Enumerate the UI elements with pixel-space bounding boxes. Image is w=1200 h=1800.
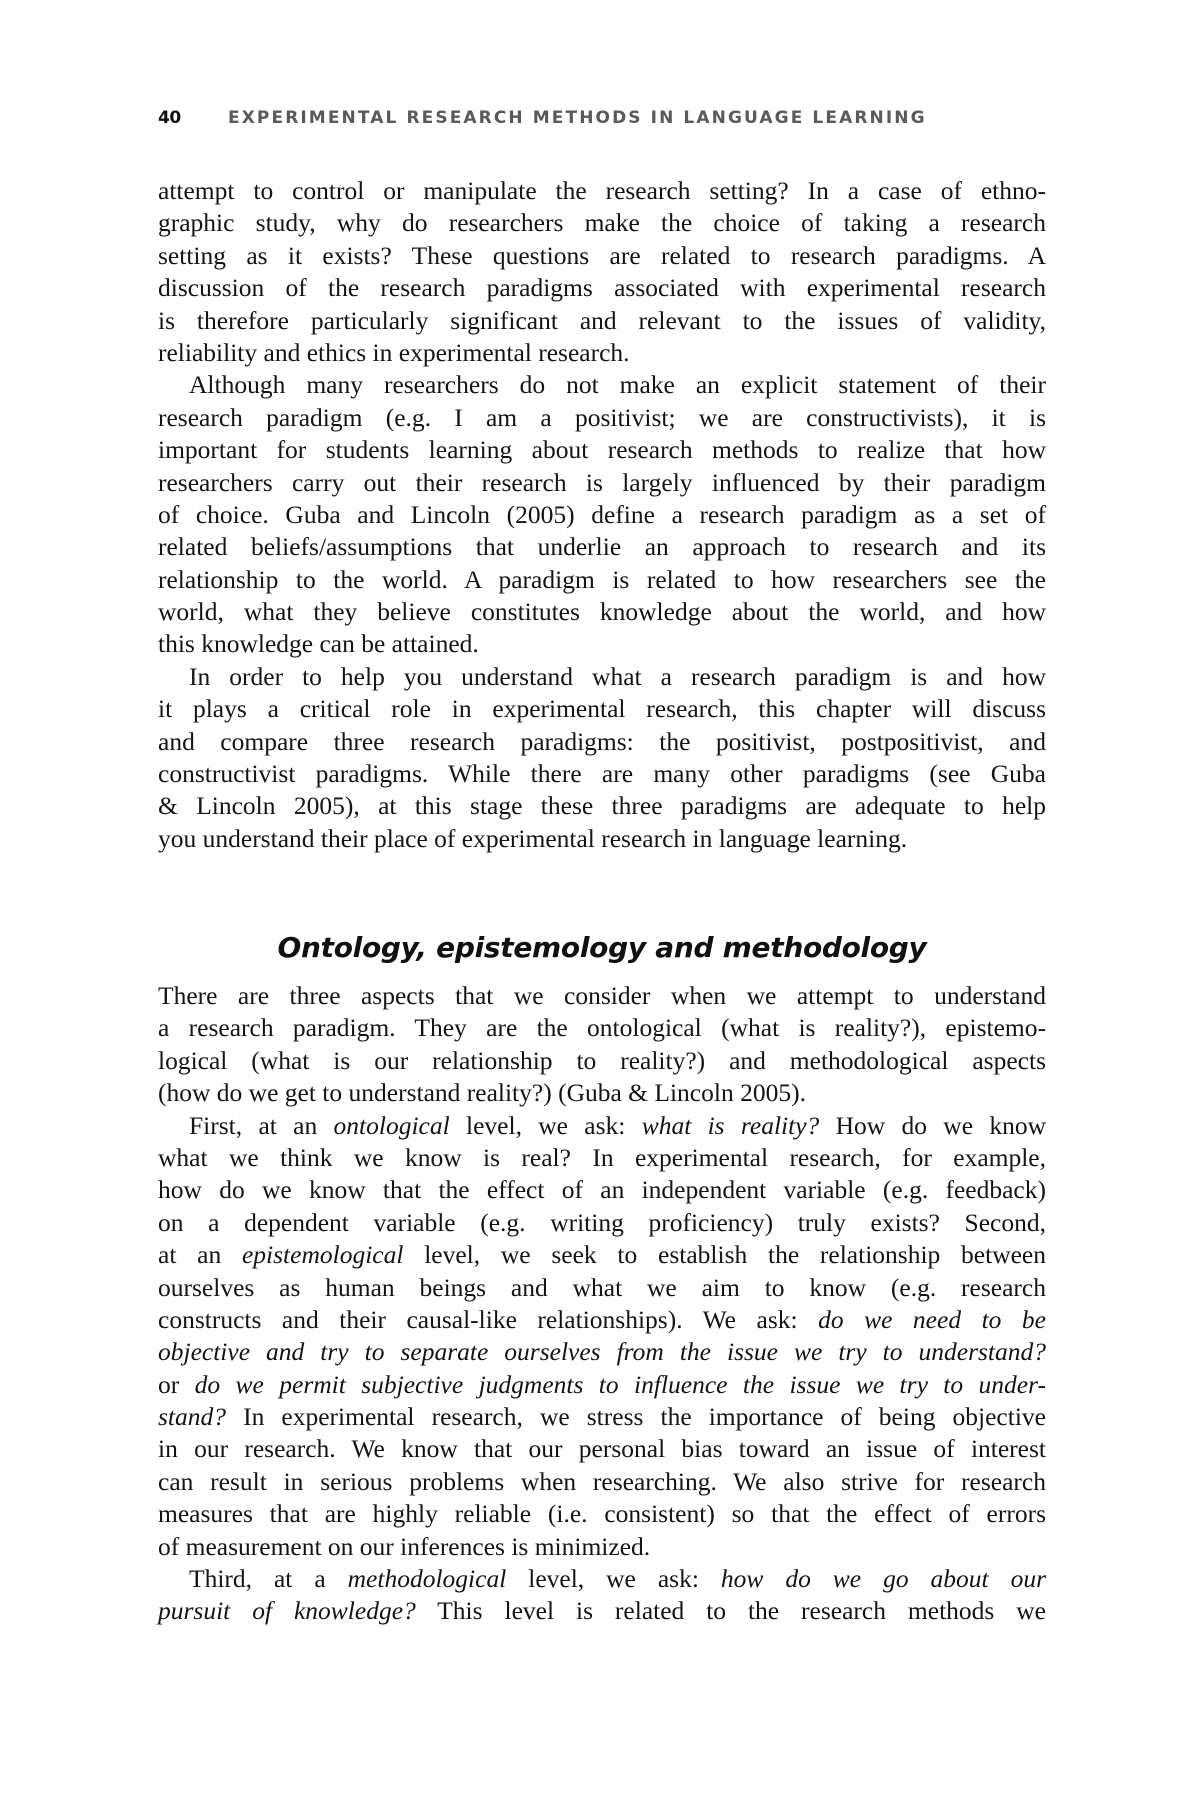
text-line: [158, 1045, 1046, 1077]
text-run: of choice. Guba and Lincoln (2005) define a research paradigm as a set of: [158, 499, 1046, 529]
text-run: how do we know that the effect of an independent variable (e.g. feedback): [158, 1175, 1046, 1205]
text-line: [158, 1239, 1046, 1271]
text-line: [158, 661, 1046, 693]
text-run: world, what they believe constitutes knowledge about the world, and how: [158, 597, 1046, 627]
italic-emphasis: ontological: [333, 1110, 450, 1140]
text-line: [158, 1012, 1046, 1044]
text-line: [158, 1207, 1046, 1239]
text-run: important for students learning about research methods to realize that how: [158, 435, 1046, 465]
text-line: [158, 175, 1046, 207]
page-number: 40: [158, 108, 181, 128]
paragraph: [158, 369, 1046, 661]
text-line: [158, 402, 1046, 434]
text-line: [158, 1531, 1046, 1563]
text-run: In order to help you understand what a research paradigm is and how: [189, 661, 1046, 691]
paragraph: [158, 175, 1046, 369]
text-run: of measurement on our inferences is minimized.: [158, 1531, 651, 1561]
text-line: [158, 596, 1046, 628]
text-line: [158, 369, 1046, 401]
text-line: [158, 758, 1046, 790]
running-title: EXPERIMENTAL RESEARCH METHODS IN LANGUAGE LEARNING: [228, 108, 927, 128]
italic-emphasis: what is reality?: [641, 1110, 820, 1140]
text-run: reliability and ethics in experimental research.: [158, 337, 630, 367]
section-heading: Ontology, epistemology and methodology: [277, 931, 927, 965]
text-run: research paradigm (e.g. I am a positivist; we are constructivists), it is: [158, 402, 1046, 432]
text-line: [158, 1110, 1046, 1142]
text-line: [158, 1466, 1046, 1498]
text-run: level, we ask:: [506, 1564, 721, 1594]
text-run: in our research. We know that our personal bias toward an issue of interest: [158, 1434, 1046, 1464]
body-text-before-heading: [158, 175, 1046, 855]
italic-emphasis: do we need to be: [818, 1304, 1046, 1334]
text-line: [158, 337, 1046, 369]
text-run: Although many researchers do not make an explicit statement of their: [189, 370, 1046, 400]
text-line: [158, 1077, 1046, 1109]
text-run: How do we know: [819, 1110, 1046, 1140]
paragraph: [158, 1110, 1046, 1563]
text-run: & Lincoln 2005), at this stage these three paradigms are adequate to help: [158, 791, 1046, 821]
text-run: setting as it exists? These questions are related to research paradigms. A: [158, 240, 1046, 270]
text-run: First, at an: [189, 1110, 334, 1140]
text-run: researchers carry out their research is largely influenced by their paradigm: [158, 467, 1046, 497]
text-line: [158, 1272, 1046, 1304]
text-run: logical (what is our relationship to reality?) and methodological aspects: [158, 1045, 1046, 1075]
text-line: [158, 272, 1046, 304]
text-run: can result in serious problems when researching. We also strive for research: [158, 1466, 1046, 1496]
text-run: constructs and their causal-like relationships). We ask:: [158, 1304, 819, 1334]
text-run: a research paradigm. They are the ontological (what is reality?), epistemo-: [158, 1013, 1046, 1043]
text-line: [158, 240, 1046, 272]
text-line: [158, 1563, 1046, 1595]
text-run: discussion of the research paradigms associated with experimental research: [158, 273, 1046, 303]
text-line: [158, 693, 1046, 725]
text-run: constructivist paradigms. While there are many other paradigms (see Guba: [158, 759, 1046, 789]
text-line: [158, 1304, 1046, 1336]
text-run: ourselves as human beings and what we aim to know (e.g. research: [158, 1272, 1046, 1302]
text-line: [158, 628, 1046, 660]
body-text-after-heading: [158, 980, 1046, 1628]
text-line: [158, 790, 1046, 822]
text-line: [158, 1174, 1046, 1206]
italic-emphasis: epistemological: [241, 1240, 404, 1270]
text-line: [158, 499, 1046, 531]
italic-emphasis: methodological: [347, 1564, 507, 1594]
text-run: this knowledge can be attained.: [158, 629, 479, 659]
text-line: [158, 1498, 1046, 1530]
paragraph: [158, 661, 1046, 855]
text-run: it plays a critical role in experimental research, this chapter will discuss: [158, 694, 1046, 724]
italic-emphasis: stand?: [158, 1402, 227, 1432]
italic-emphasis: how do we go about our: [720, 1564, 1047, 1594]
text-line: [158, 980, 1046, 1012]
text-run: related beliefs/assumptions that underlie an approach to research and its: [158, 532, 1046, 562]
italic-emphasis: do we permit subjective judgments to influence the issue we try to under-: [194, 1369, 1046, 1399]
text-run: what we think we know is real? In experimental research, for example,: [158, 1142, 1046, 1172]
paragraph: [158, 1563, 1046, 1628]
text-run: or: [158, 1369, 195, 1399]
text-line: [158, 823, 1046, 855]
text-run: you understand their place of experimental research in language learning.: [158, 823, 908, 853]
text-line: [158, 1433, 1046, 1465]
text-run: level, we ask:: [449, 1110, 642, 1140]
text-run: graphic study, why do researchers make the choice of taking a research: [158, 208, 1046, 238]
text-run: on a dependent variable (e.g. writing proficiency) truly exists? Second,: [158, 1207, 1046, 1237]
text-run: This level is related to the research methods we: [415, 1596, 1046, 1626]
text-line: [158, 305, 1046, 337]
text-line: [158, 564, 1046, 596]
text-line: [158, 434, 1046, 466]
text-run: (how do we get to understand reality?) (Guba & Lincoln 2005).: [158, 1078, 806, 1108]
text-run: In experimental research, we stress the importance of being objective: [226, 1402, 1046, 1432]
text-run: relationship to the world. A paradigm is related to how researchers see the: [158, 564, 1046, 594]
italic-emphasis: pursuit of knowledge?: [158, 1596, 416, 1626]
text-line: [158, 1336, 1046, 1368]
text-line: [158, 726, 1046, 758]
text-run: There are three aspects that we consider when we attempt to understand: [158, 981, 1046, 1010]
text-line: [158, 1401, 1046, 1433]
text-line: [158, 207, 1046, 239]
italic-emphasis: objective and try to separate ourselves from the issue we try to understand?: [158, 1337, 1046, 1367]
text-line: [158, 1369, 1046, 1401]
text-run: is therefore particularly significant and relevant to the issues of validity,: [158, 305, 1046, 335]
text-line: [158, 1142, 1046, 1174]
text-line: [158, 1595, 1046, 1627]
paragraph: [158, 980, 1046, 1110]
text-run: measures that are highly reliable (i.e. consistent) so that the effect of errors: [158, 1499, 1046, 1529]
text-run: level, we seek to establish the relationship between: [403, 1240, 1046, 1270]
text-run: Third, at a: [189, 1564, 348, 1594]
text-line: [158, 467, 1046, 499]
text-line: [158, 531, 1046, 563]
text-run: at an: [158, 1240, 242, 1270]
text-run: attempt to control or manipulate the research setting? In a case of ethno-: [158, 176, 1046, 205]
text-run: and compare three research paradigms: the positivist, postpositivist, and: [158, 726, 1046, 756]
